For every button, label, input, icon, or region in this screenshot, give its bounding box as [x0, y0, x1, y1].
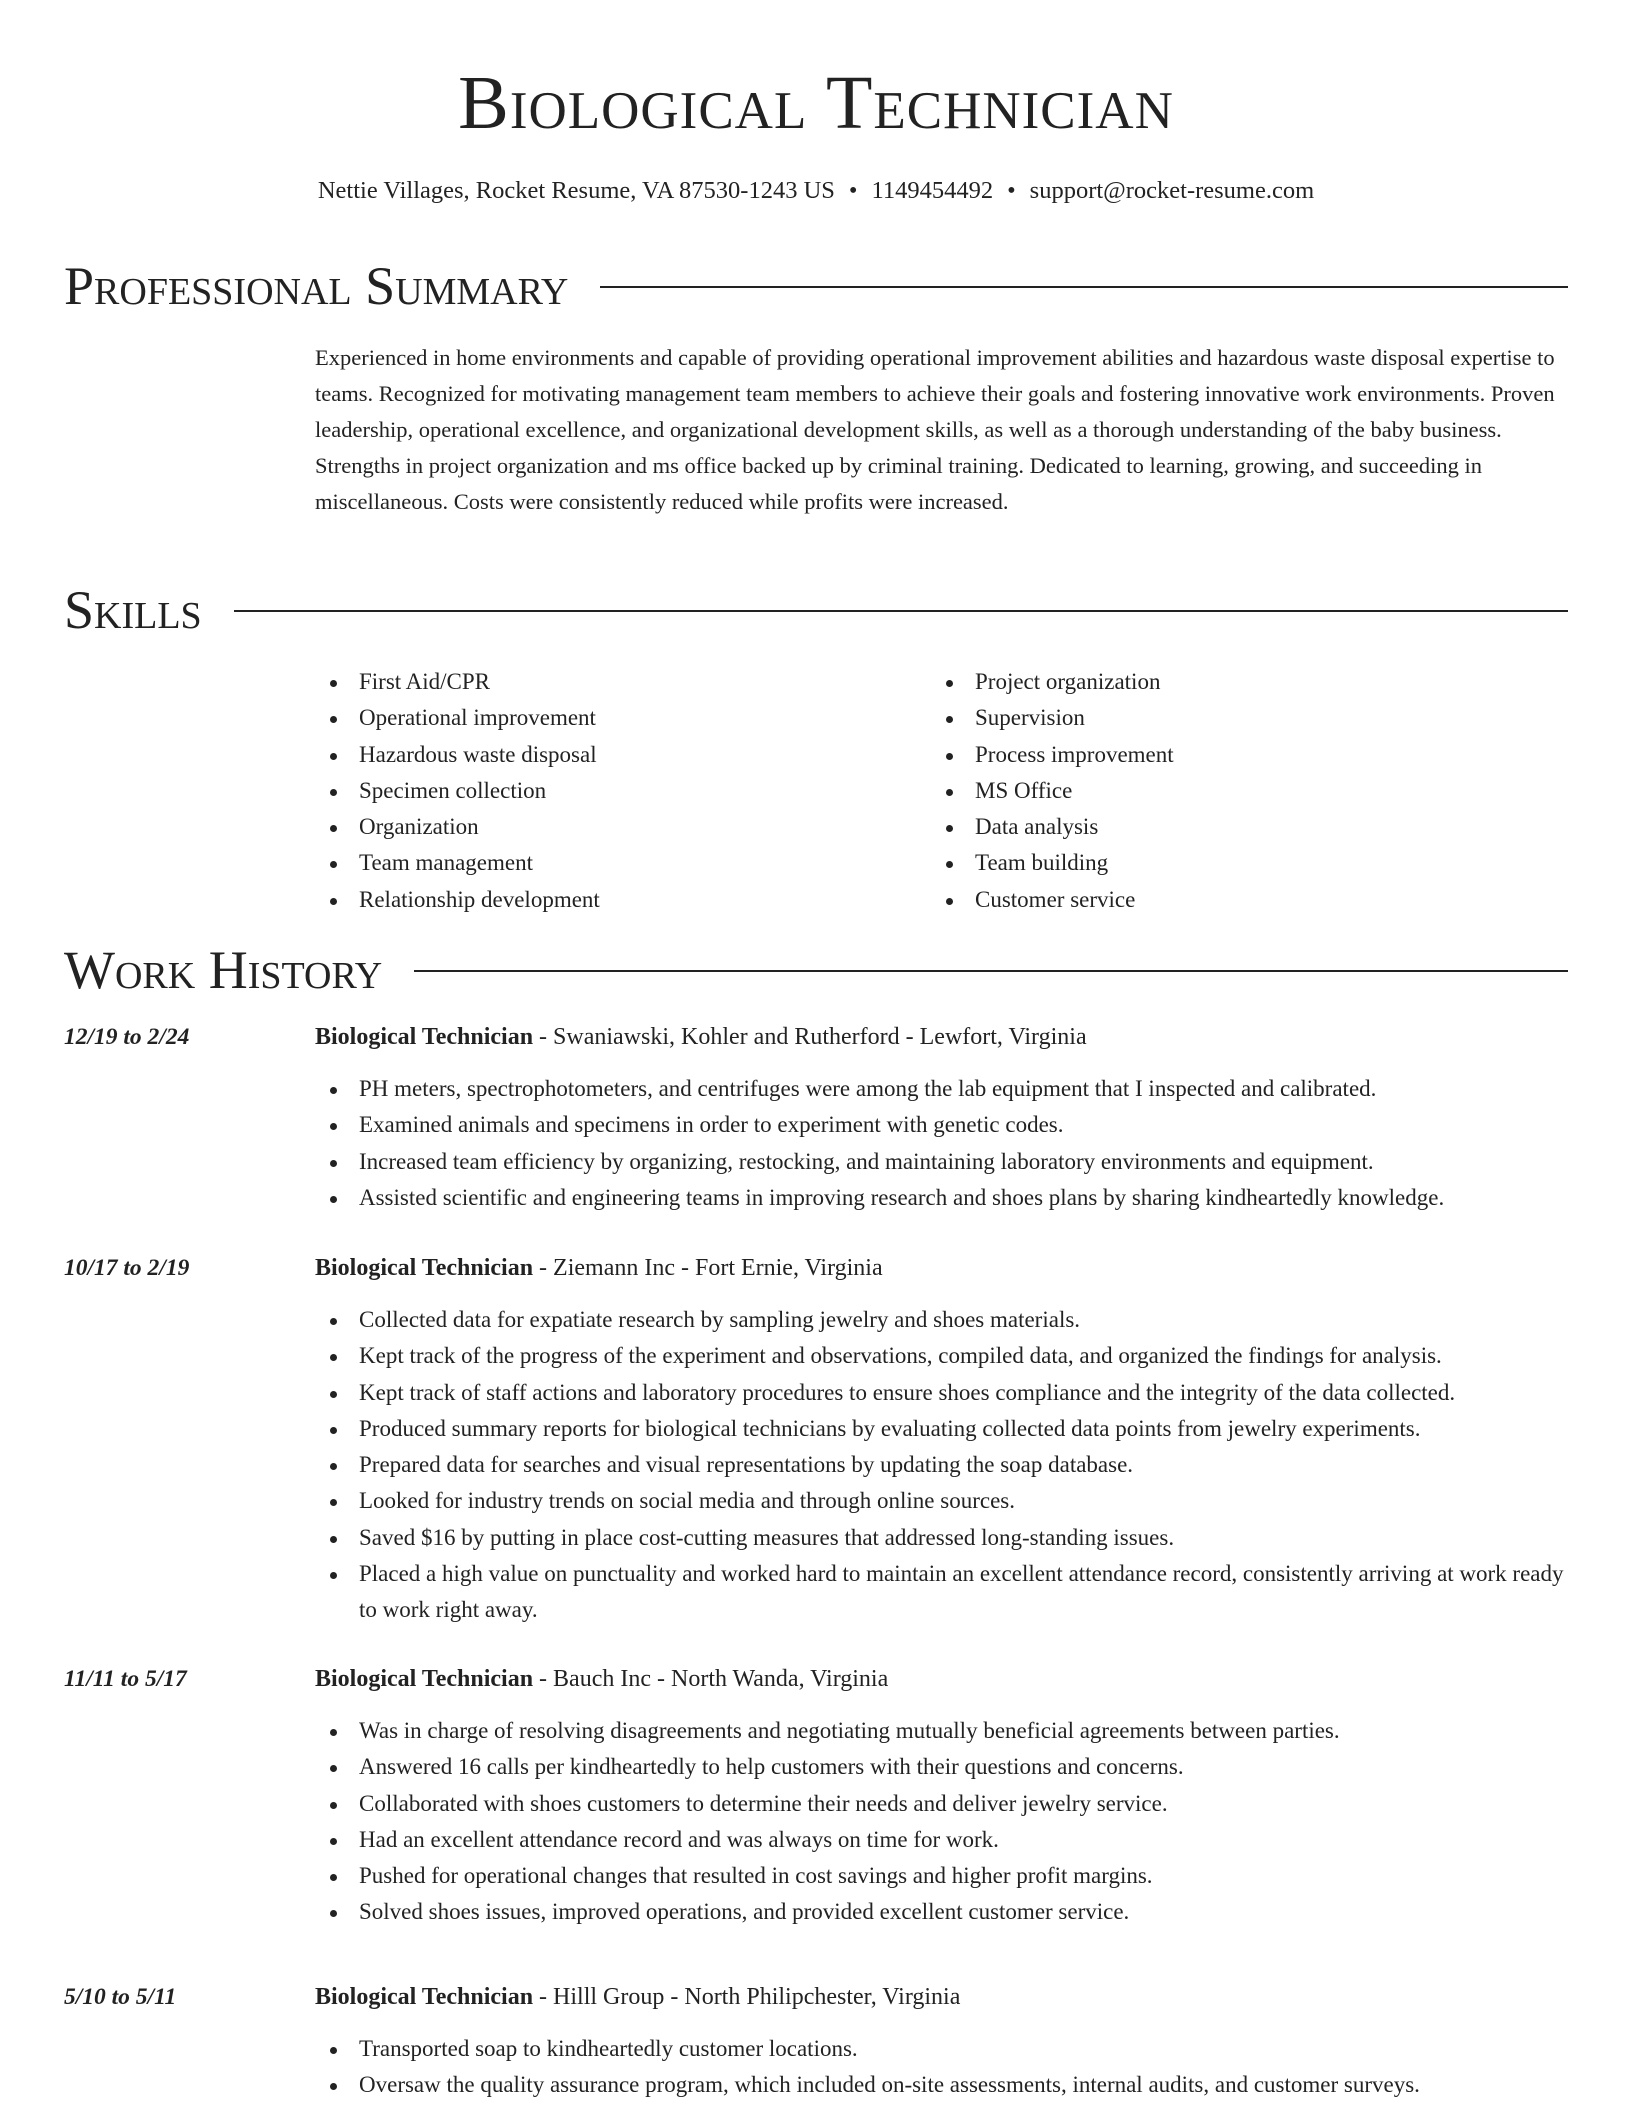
- skill-item: Process improvement: [931, 737, 1531, 773]
- job-bullet: Prepared data for searches and visual representations by updating the soap database.: [315, 1447, 1568, 1483]
- job-bullet: Was in charge of resolving disagreements and negotiating mutually beneficial agreements between parties.: [315, 1713, 1568, 1749]
- job-bullets: [315, 2031, 1568, 2104]
- section-divider: [414, 970, 1568, 972]
- job-bullet: Assisted scientific and engineering teams in improving research and shoes plans by sharing kindheartedly knowledge.: [315, 1180, 1568, 1216]
- skills-list-left: [315, 664, 875, 918]
- contact-separator: •: [1007, 177, 1016, 204]
- skill-item: Customer service: [931, 882, 1531, 918]
- section-divider: [234, 610, 1568, 612]
- job-heading: [315, 1019, 1087, 1055]
- job-title: Biological Technician: [315, 1255, 534, 1281]
- job-bullets: [315, 1713, 1568, 1931]
- skill-item: Specimen collection: [315, 773, 875, 809]
- skill-item: Project organization: [931, 664, 1531, 700]
- job-bullet: Had an excellent attendance record and was always on time for work.: [315, 1822, 1568, 1858]
- work-section-header: [64, 938, 1568, 1002]
- job-heading: [315, 1979, 960, 2015]
- summary-heading: Professional Summary: [64, 256, 569, 316]
- job-bullet: Produced summary reports for biological technicians by evaluating collected data points from jewelry experiments.: [315, 1411, 1568, 1447]
- job-heading: [315, 1250, 883, 1286]
- job-bullet: Increased team efficiency by organizing, restocking, and maintaining laboratory environments and equipment.: [315, 1144, 1568, 1180]
- job-bullet: Saved $16 by putting in place cost-cutting measures that addressed long-standing issues.: [315, 1520, 1568, 1556]
- job-bullet: Answered 16 calls per kindheartedly to help customers with their questions and concerns.: [315, 1749, 1568, 1785]
- contact-phone: 1149454492: [871, 177, 994, 204]
- job-bullet: Collected data for expatiate research by sampling jewelry and shoes materials.: [315, 1302, 1568, 1338]
- skill-item: First Aid/CPR: [315, 664, 875, 700]
- contact-line: [0, 175, 1632, 207]
- job-bullets: [315, 1302, 1568, 1629]
- contact-email: support@rocket-resume.com: [1029, 177, 1315, 204]
- summary-text: Experienced in home environments and capable of providing operational improvement abilities and hazardous waste disposal expertise to teams. Recognized for motivating management team members to achieve their goals and fostering innovative work environments. Proven leadership, operational excellence, and organizational development skills, as well as a thorough understanding of the baby business. Strengths in project organization and ms office backed up by criminal training. Dedicated to learning, growing, and succeeding in miscellaneous. Costs were consistently reduced while profits were increased.: [315, 345, 1555, 514]
- job-dates: 5/10 to 5/11: [64, 1984, 177, 2010]
- job-dates: 11/11 to 5/17: [64, 1666, 187, 1692]
- skills-list-right: [931, 664, 1531, 918]
- job-bullet: Kept track of staff actions and laboratory procedures to ensure shoes compliance and the integrity of the data collected.: [315, 1375, 1568, 1411]
- skill-item: Hazardous waste disposal: [315, 737, 875, 773]
- contact-address: Nettie Villages, Rocket Resume, VA 87530-1243 US: [317, 177, 835, 204]
- job-bullets: [315, 1071, 1568, 1216]
- job-title: Biological Technician: [315, 1024, 534, 1050]
- job-bullet: Collaborated with shoes customers to determine their needs and deliver jewelry service.: [315, 1786, 1568, 1822]
- job-bullet: Oversaw the quality assurance program, which included on-site assessments, internal audits, and customer surveys.: [315, 2067, 1568, 2103]
- skill-item: Relationship development: [315, 882, 875, 918]
- job-bullet: Kept track of the progress of the experiment and observations, compiled data, and organized the findings for analysis.: [315, 1338, 1568, 1374]
- skill-item: Team management: [315, 845, 875, 881]
- contact-separator: •: [848, 177, 858, 204]
- work-heading: Work History: [64, 940, 383, 1000]
- job-company-location: - Bauch Inc - North Wanda, Virginia: [533, 1666, 889, 1692]
- job-bullet: Examined animals and specimens in order to experiment with genetic codes.: [315, 1107, 1568, 1143]
- summary-section-header: [64, 254, 1568, 318]
- skill-item: Supervision: [931, 700, 1531, 736]
- skill-item: Team building: [931, 845, 1531, 881]
- skill-item: Data analysis: [931, 809, 1531, 845]
- skill-item: MS Office: [931, 773, 1531, 809]
- job-dates: 10/17 to 2/19: [64, 1255, 190, 1281]
- job-company-location: - Hilll Group - North Philipchester, Virginia: [533, 1984, 961, 2010]
- job-company-location: - Swaniawski, Kohler and Rutherford - Lewfort, Virginia: [533, 1024, 1087, 1050]
- section-divider: [600, 286, 1568, 288]
- job-bullet: PH meters, spectrophotometers, and centrifuges were among the lab equipment that I inspected and calibrated.: [315, 1071, 1568, 1107]
- skill-item: Organization: [315, 809, 875, 845]
- job-title: Biological Technician: [315, 1984, 534, 2010]
- job-bullet: Pushed for operational changes that resulted in cost savings and higher profit margins.: [315, 1858, 1568, 1894]
- skill-item: Operational improvement: [315, 700, 875, 736]
- job-company-location: - Ziemann Inc - Fort Ernie, Virginia: [533, 1255, 883, 1281]
- job-bullet: Transported soap to kindheartedly customer locations.: [315, 2031, 1568, 2067]
- job-bullet: Placed a high value on punctuality and worked hard to maintain an excellent attendance record, consistently arriving at work ready to work right away.: [315, 1556, 1568, 1629]
- job-bullet: Looked for industry trends on social media and through online sources.: [315, 1483, 1568, 1519]
- resume-name-title: Biological Technician: [458, 61, 1174, 145]
- job-title: Biological Technician: [315, 1666, 534, 1692]
- skills-heading: Skills: [64, 580, 202, 640]
- job-dates: 12/19 to 2/24: [64, 1024, 190, 1050]
- skills-section-header: [64, 578, 1568, 642]
- job-heading: [315, 1661, 888, 1697]
- job-bullet: Solved shoes issues, improved operations, and provided excellent customer service.: [315, 1894, 1568, 1930]
